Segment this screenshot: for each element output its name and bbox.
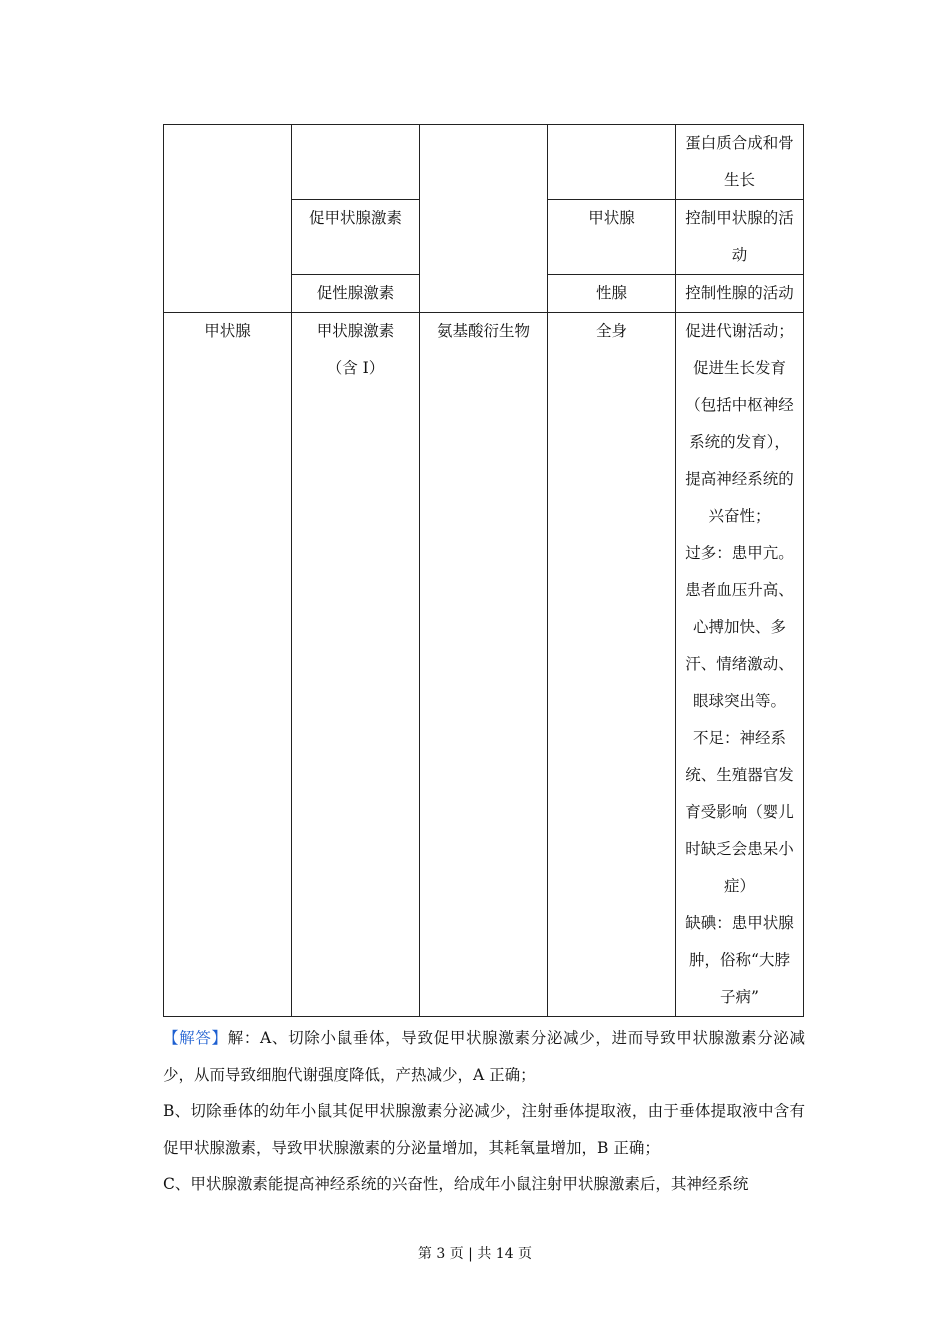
function-line: 系统的发育），	[689, 433, 790, 451]
answer-tag: 【解答】	[163, 1029, 228, 1047]
function-line: 育受影响（婴儿	[685, 803, 794, 821]
function-line: 症）	[723, 877, 755, 895]
gland-cell	[164, 125, 292, 313]
function-line: 促进生长发育	[692, 359, 786, 377]
answer-paragraph: B、切除垂体的幼年小鼠其促甲状腺激素分泌减少，注射垂体提取液，由于垂体提取液中含有促甲状腺激素，导致甲状腺激素的分泌量增加，其耗氧量增加，B 正确；	[163, 1102, 805, 1157]
function-line: 过多：患甲亢。	[685, 544, 794, 562]
function-line: 蛋白质合成和骨	[685, 134, 794, 152]
table-row	[164, 313, 804, 1017]
target-cell: 全身	[548, 313, 676, 1017]
function-line: 肿，俗称“大脖	[689, 951, 790, 969]
answer-paragraph: 【解答】解：A、切除小鼠垂体，导致促甲状腺激素分泌减少，进而导致甲状腺激素分泌减少，从而导致细胞代谢强度降低，产热减少，A 正确；	[163, 1029, 805, 1084]
answer-section	[163, 1020, 805, 1203]
function-line: 控制甲状腺的活	[685, 209, 794, 227]
answer-paragraph: C、甲状腺激素能提高神经系统的兴奋性，给成年小鼠注射甲状腺激素后，其神经系统	[163, 1175, 749, 1193]
function-cell	[676, 200, 804, 275]
function-line: 患者血压升高、	[685, 581, 794, 599]
function-line: 时缺乏会患呆小	[685, 840, 794, 858]
function-line: 子病”	[720, 988, 759, 1006]
function-cell	[676, 313, 804, 1017]
target-cell: 甲状腺	[548, 200, 676, 275]
function-line: 生长	[723, 171, 755, 189]
hormone-cell: 促甲状腺激素	[292, 200, 420, 275]
table-row	[164, 125, 804, 200]
function-line: 不足：神经系	[692, 729, 786, 747]
gland-cell: 甲状腺	[164, 313, 292, 1017]
function-line: 缺碘：患甲状腺	[685, 914, 794, 932]
hormone-table	[163, 124, 804, 1017]
function-line: 汗、情绪激动、	[685, 655, 794, 673]
nature-cell	[420, 125, 548, 313]
hormone-cell: 促性腺激素	[292, 275, 420, 313]
function-cell	[676, 125, 804, 200]
function-line: 控制性腺的活动	[685, 284, 794, 302]
target-cell: 性腺	[548, 275, 676, 313]
function-line: 眼球突出等。	[692, 692, 786, 710]
target-cell	[548, 125, 676, 200]
function-line: 提高神经系统的	[685, 470, 794, 488]
function-cell	[676, 275, 804, 313]
function-line: 心搏加快、多	[692, 618, 786, 636]
function-line: 动	[731, 246, 748, 264]
function-line: 统、生殖器官发	[685, 766, 794, 784]
hormone-cell	[292, 125, 420, 200]
hormone-cell: 甲状腺激素 （含 I）	[292, 313, 420, 1017]
page-footer: 第 3 页 | 共 14 页	[417, 1246, 533, 1262]
function-line: 促进代谢活动；	[685, 322, 794, 340]
nature-cell: 氨基酸衍生物	[420, 313, 548, 1017]
function-line: （包括中枢神经	[685, 396, 794, 414]
function-line: 兴奋性；	[708, 507, 771, 525]
